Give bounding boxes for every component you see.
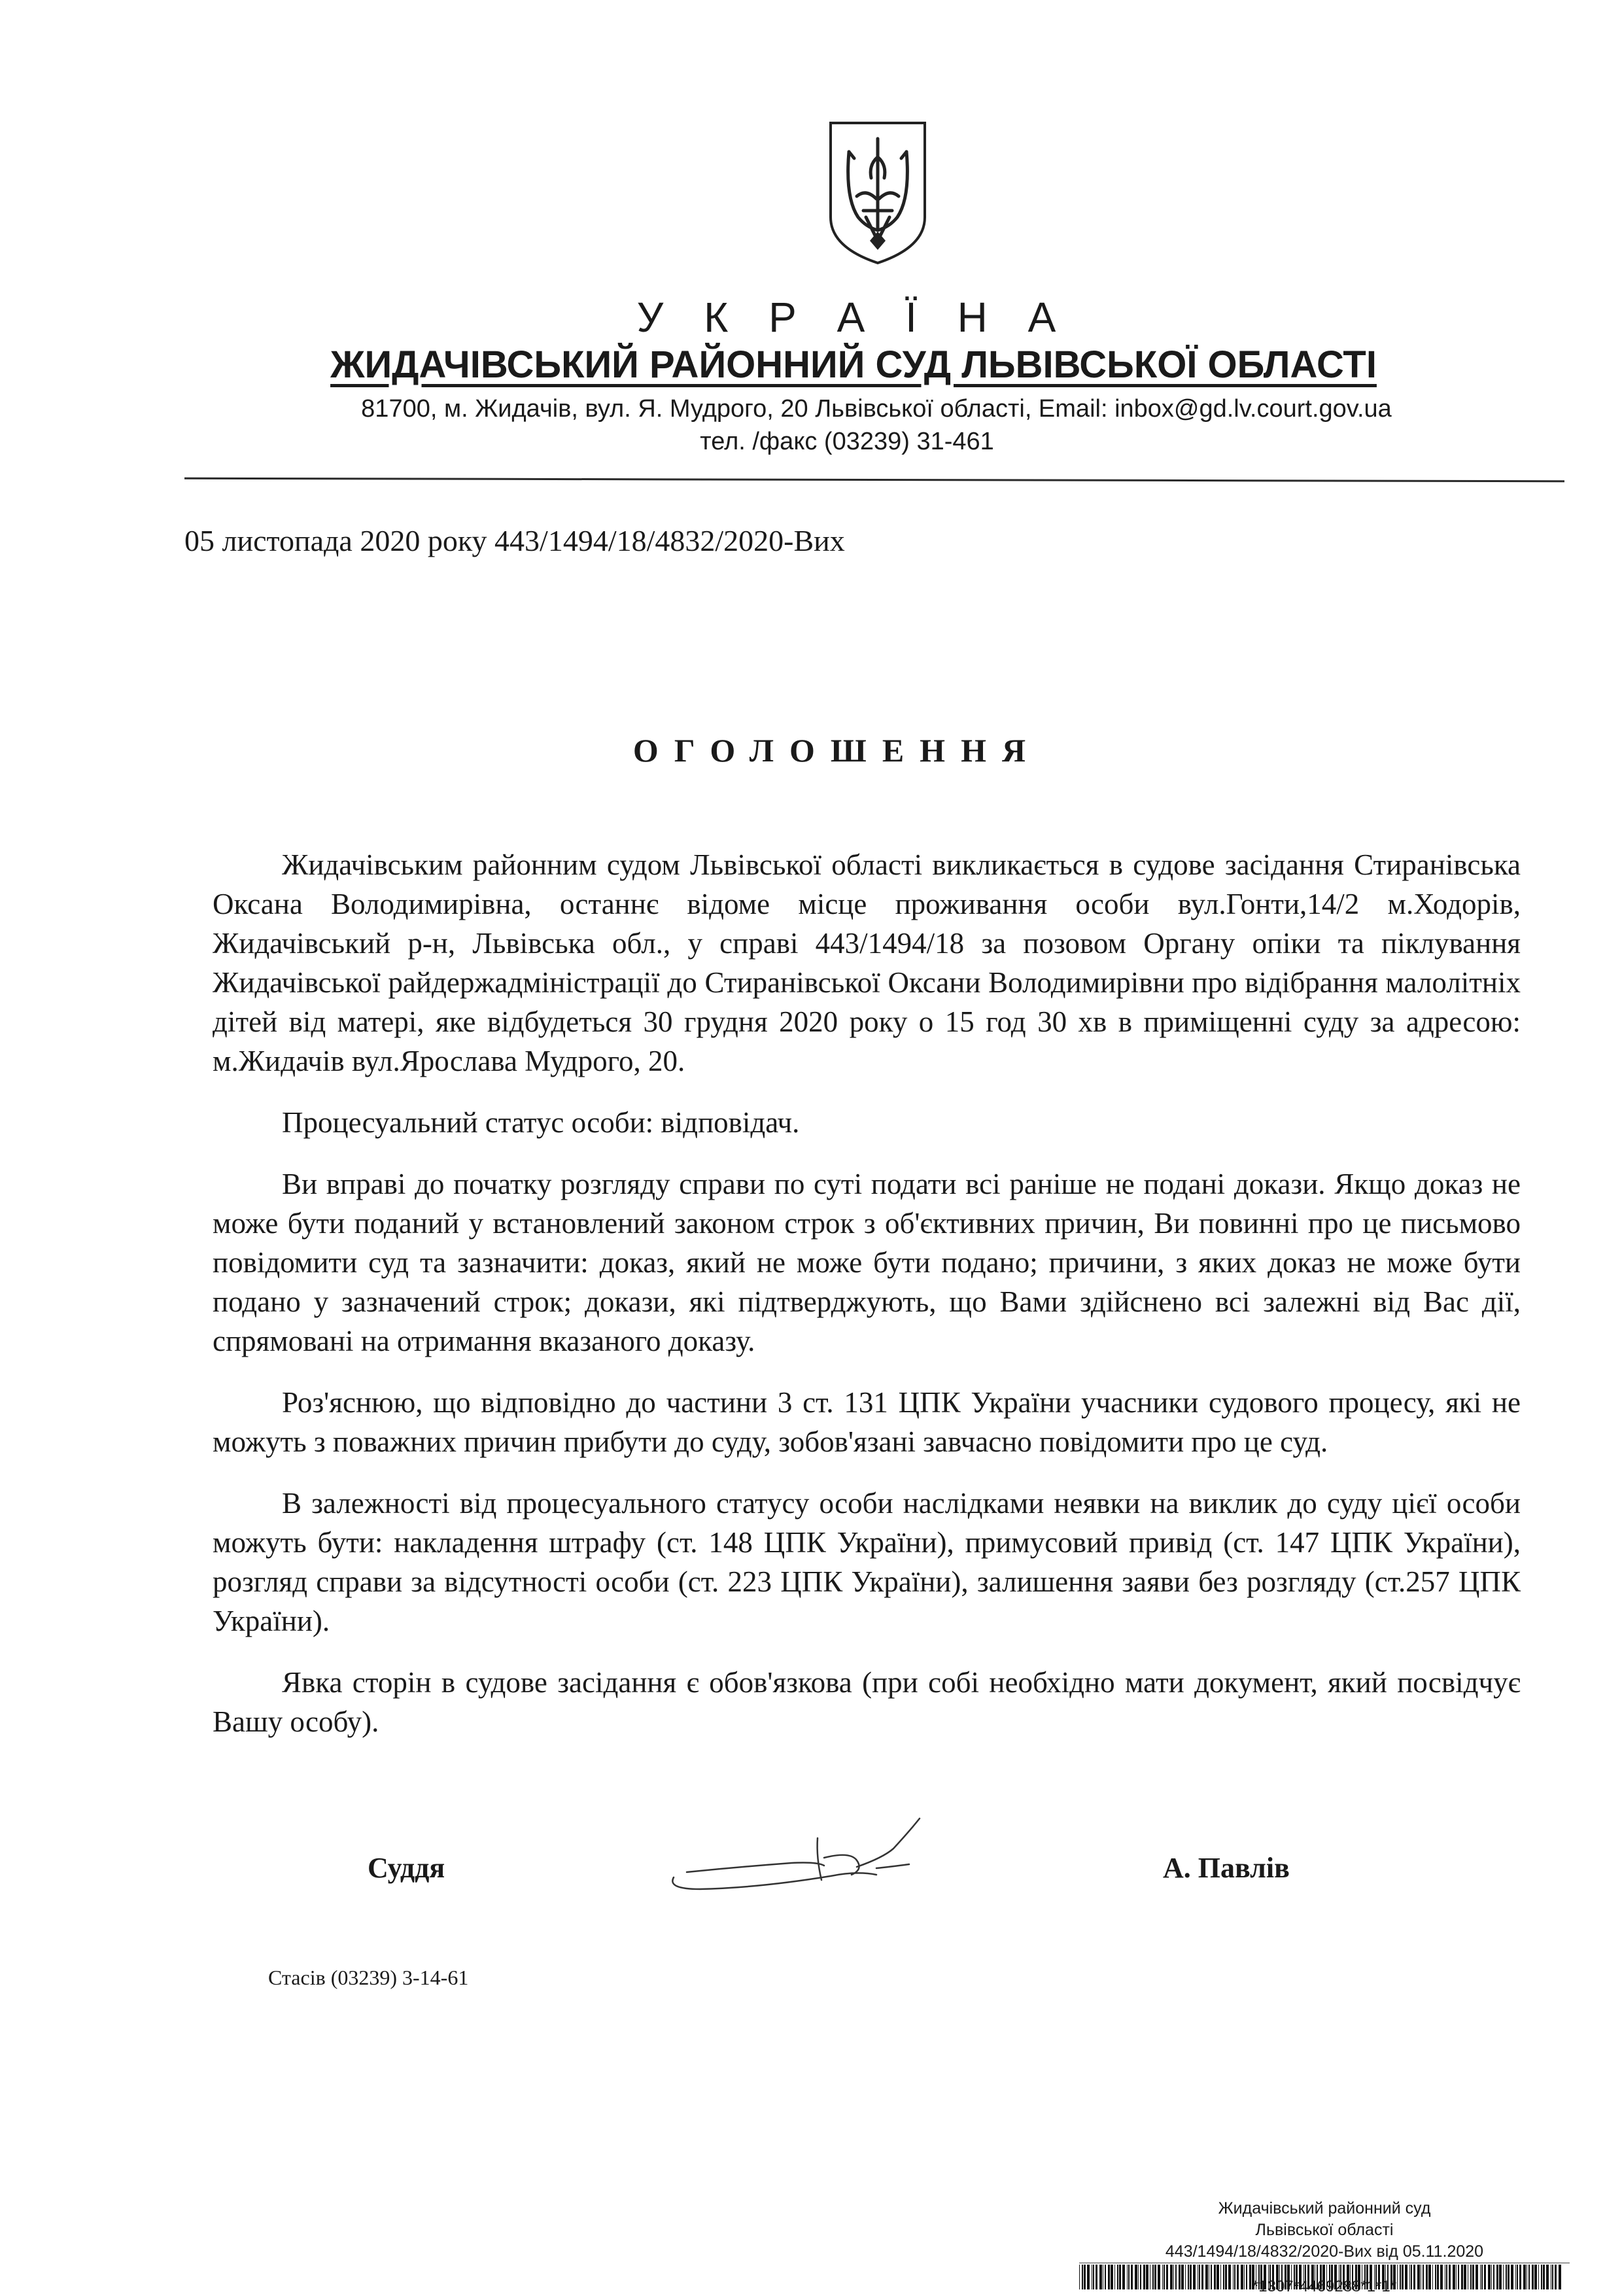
document-title: ОГОЛОШЕННЯ: [632, 732, 1042, 769]
paragraph-status: Процесуальний статус особи: відповідач.: [282, 1106, 800, 1139]
court-phone: тел. /факс (03239) 31-461: [700, 428, 994, 455]
judge-name: А. Павлів: [1163, 1852, 1290, 1884]
handwritten-signature: [661, 1812, 935, 1904]
paragraph-evidence: Ви вправі до початку розгляду справи по суті подати всі раніше не подані докази. Якщо доказ не може бути поданий у встановлений законом строк з об'єктивних причин, Ви повинні про це письмово повідомити суд та зазначити: доказ, який не може бути подано; причини, з яких доказ не може бути подано у зазначений строк; докази, які підтверджують, що Вами здійснено всі залежні від Вас дії, спрямовані на отримання вказаного доказу.: [213, 1168, 1521, 1357]
court-name: ЖИДАЧІВСЬКИЙ РАЙОННИЙ СУД ЛЬВІВСЬКОЇ ОБЛАСТІ: [330, 343, 1377, 386]
stamp-reference-line: 443/1494/18/4832/2020-Вих від 05.11.2020: [1079, 2241, 1570, 2263]
paragraph-explanation: Роз'яснюю, що відповідно до частини 3 ст. 131 ЦПК України учасники судового процесу, які не можуть з поважних причин прибути до суду, зобов'язані завчасно повідомити про це суд.: [213, 1386, 1521, 1458]
signature-label: Суддя: [368, 1852, 445, 1884]
country-name: У К Р А Ї Н А: [636, 294, 1071, 341]
announcement-body: [213, 845, 1521, 1764]
court-address: 81700, м. Жидачів, вул. Я. Мудрого, 20 Львівської області, Email: inbox@gd.lv.court.gov.ua: [361, 395, 1392, 423]
trident-coat-of-arms-icon: [825, 119, 930, 267]
barcode-number: *1307*4469288*1*1*: [1252, 2278, 1397, 2295]
header-divider: [184, 478, 1564, 482]
paragraph-attendance: Явка сторін в судове засідання є обов'язкова (при собі необхідно мати документ, який посвідчує Вашу особу).: [213, 1666, 1521, 1738]
paragraph-summons: Жидачівським районним судом Львівської області викликається в судове засідання Стиранівська Оксана Володимирівна, останнє відоме місце проживання особи вул.Гонти,14/2 м.Ходорів, Жидачівський р-н, Львівська обл., у справі 443/1494/18 за позовом Органу опіки та піклування Жидачівської райдержадміністрації до Стиранівської Оксани Володимирівни про відібрання малолітніх дітей від матері, яке відбудеться 30 грудня 2020 року о 15 год 30 хв в приміщенні суду за адресою: м.Жидачів вул.Ярослава Мудрого, 20.: [213, 848, 1521, 1077]
date-and-reference-number: 05 листопада 2020 року 443/1494/18/4832/2020-Вих: [184, 524, 845, 557]
paragraph-consequences: В залежності від процесуального статусу особи наслідками неявки на виклик до суду цієї особи можуть бути: накладення штрафу (ст. 148 ЦПК України), примусовий привід (ст. 147 ЦПК України), розгляд справи за відсутності особи (ст. 223 ЦПК України), залишення заяви без розгляду (ст.257 ЦПК України).: [213, 1487, 1521, 1637]
stamp-region-line: Львівської області: [1255, 2221, 1394, 2239]
executor-contact: Стасів (03239) 3-14-61: [268, 1966, 469, 1989]
stamp-court-line: Жидачівський районний суд: [1218, 2199, 1431, 2218]
registration-stamp: [1079, 2198, 1570, 2263]
